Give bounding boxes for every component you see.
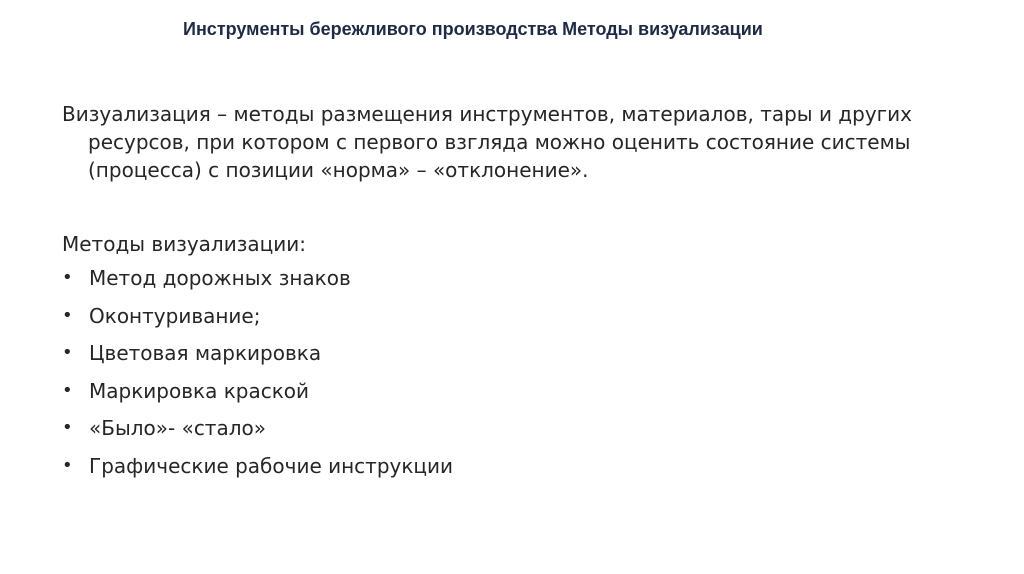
list-item: [62, 302, 453, 340]
bullet-icon: •: [62, 379, 73, 401]
list-item: [62, 414, 453, 452]
list-item: [62, 339, 453, 377]
method-label: Графические рабочие инструкции: [89, 453, 454, 478]
list-item: [62, 377, 453, 415]
slide-title: Инструменты бережливого производства Методы визуализации: [183, 19, 763, 39]
bullet-icon: •: [62, 454, 73, 476]
bullet-icon: •: [62, 304, 73, 326]
list-item: [62, 264, 453, 302]
method-label: Оконтуривание;: [89, 303, 261, 328]
method-label: Метод дорожных знаков: [89, 266, 351, 290]
method-label: Маркировка краской: [89, 378, 310, 403]
definition-paragraph: Визуализация – методы размещения инструментов, материалов, тары и других ресурсов, при котором с первого взгляда можно оценить состояние системы (процесса) с позиции «норма» – «отклонение».: [62, 102, 912, 182]
methods-list: [62, 264, 453, 489]
method-label: «Было»- «стало»: [89, 416, 266, 440]
list-item: [62, 452, 453, 490]
method-label: Цветовая маркировка: [89, 341, 322, 365]
bullet-icon: •: [62, 267, 73, 288]
methods-heading: Методы визуализации:: [62, 232, 306, 256]
bullet-icon: •: [62, 417, 73, 438]
bullet-icon: •: [62, 342, 73, 363]
